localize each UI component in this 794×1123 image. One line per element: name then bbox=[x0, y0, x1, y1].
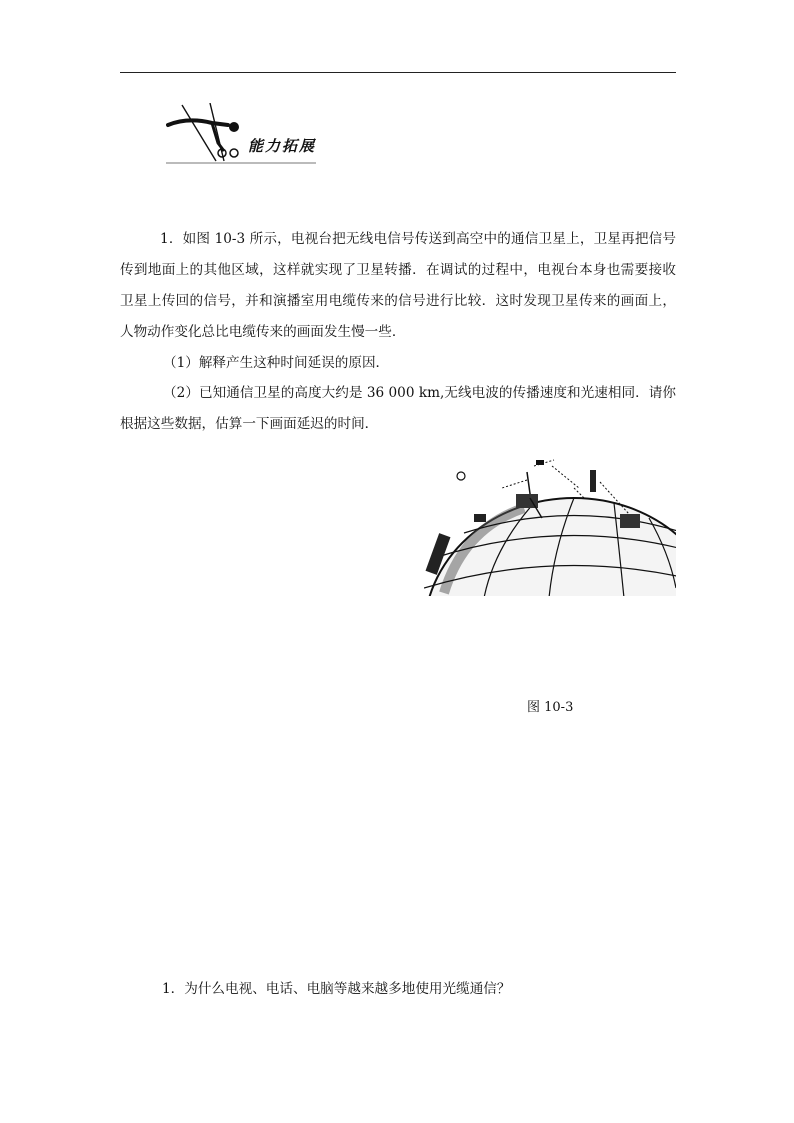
question-1-sub-2: （2）已知通信卫星的高度大约是 36 000 km,无线电波的传播速度和光速相同．请你根据这些数据，估算一下画面延迟的时间． bbox=[120, 385, 676, 432]
satellite-broadcast-figure bbox=[424, 458, 676, 598]
section-title: 能力拓展 bbox=[248, 137, 317, 155]
question-number: 1． bbox=[160, 231, 183, 247]
question-1-sub-1: （1）解释产生这种时间延误的原因． bbox=[163, 355, 390, 371]
question-2-text: 1．为什么电视、电话、电脑等越来越多地使用光缆通信？ bbox=[162, 981, 511, 997]
figure-caption: 图 10-3 bbox=[527, 700, 574, 715]
question-1-text bbox=[120, 224, 676, 348]
header-rule bbox=[120, 72, 676, 73]
question-body: 如图 10-3 所示，电视台把无线电信号传送到高空中的通信卫星上，卫星再把信号传到地面上的其他区域，这样就实现了卫星转播．在调试的过程中，电视台本身也需要接收卫星上传回的信号，并和演播室用电缆传来的信号进行比较．这时发现卫星传来的画面上，人物动作变化总比电缆传来的画面发生慢一些． bbox=[120, 231, 676, 340]
